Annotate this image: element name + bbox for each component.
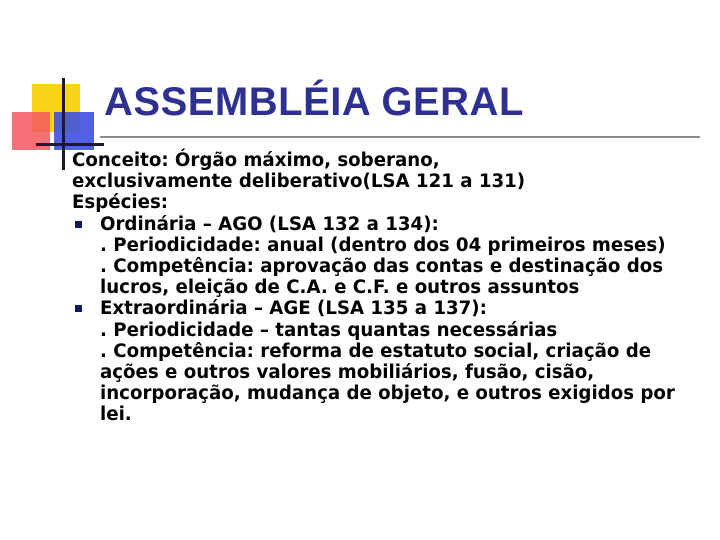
square-bullet-icon (75, 305, 82, 312)
list-item-extraordinaria (72, 298, 708, 319)
square-bullet-icon (75, 221, 82, 228)
species-heading: Espécies: (72, 192, 169, 214)
concept-line-1: Conceito: Órgão máximo, soberano, (72, 150, 440, 171)
item-detail: . Periodicidade: anual (dentro dos 04 primeiros meses) (100, 234, 666, 256)
slide-title: ASSEMBLÉIA GERAL (104, 80, 524, 124)
concept-line-2: exclusivamente deliberativo(LSA 121 a 131) (72, 171, 526, 193)
list-item-ordinaria (72, 214, 708, 235)
decor-horizontal-line (36, 143, 104, 146)
decor-vertical-line (62, 78, 65, 170)
item-label: Ordinária – AGO (LSA 132 a 134): (100, 213, 439, 235)
item-label: Extraordinária – AGE (LSA 135 a 137): (100, 298, 487, 320)
item-detail: . Competência: reforma de estatuto social, criação de ações e outros valores mobiliários, fusão, cisão, incorporação, mudança de objeto, e outros exigidos por lei. (100, 340, 675, 426)
slide-body (72, 150, 708, 426)
item-detail: . Competência: aprovação das contas e destinação dos lucros, eleição de C.A. e C.F. e outros assuntos (100, 256, 664, 299)
title-underline (100, 136, 700, 138)
item-detail: . Periodicidade – tantas quantas necessárias (100, 319, 558, 341)
